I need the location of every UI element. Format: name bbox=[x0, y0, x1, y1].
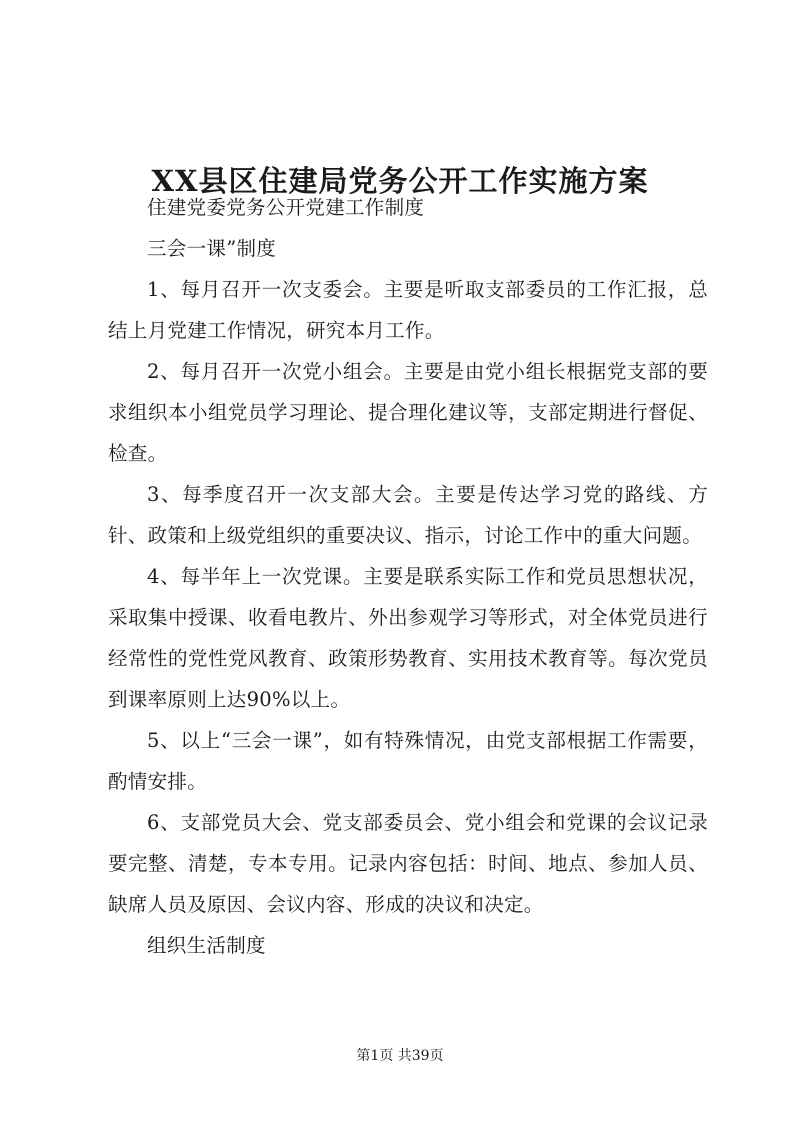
paragraph-item-3: 3、每季度召开一次支部大会。主要是传达学习党的路线、方针、政策和上级党组织的重要决议、指示，讨论工作中的重大问题。 bbox=[108, 483, 708, 547]
document-body bbox=[108, 187, 708, 966]
document-title: XX县区住建局党务公开工作实施方案 bbox=[151, 164, 649, 199]
page-number-footer: 第1页 共39页 bbox=[356, 1048, 444, 1064]
paragraph-section-heading: 三会一课”制度 bbox=[147, 237, 277, 260]
paragraph-item-5: 5、以上“三会一课”，如有特殊情况，由党支部根据工作需要，酌情安排。 bbox=[108, 729, 708, 793]
paragraph-section-heading-2: 组织生活制度 bbox=[147, 934, 266, 957]
paragraph-item-1: 1、每月召开一次支委会。主要是听取支部委员的工作汇报，总结上月党建工作情况，研究本月工作。 bbox=[108, 278, 708, 342]
paragraph-item-2: 2、每月召开一次党小组会。主要是由党小组长根据党支部的要求组织本小组党员学习理论、提合理化建议等，支部定期进行督促、检查。 bbox=[108, 360, 708, 465]
paragraph-item-6: 6、支部党员大会、党支部委员会、党小组会和党课的会议记录要完整、清楚，专本专用。记录内容包括：时间、地点、参加人员、缺席人员及原因、会议内容、形成的决议和决定。 bbox=[108, 811, 708, 916]
paragraph-subtitle: 住建党委党务公开党建工作制度 bbox=[147, 196, 425, 219]
paragraph-item-4: 4、每半年上一次党课。主要是联系实际工作和党员思想状况，采取集中授课、收看电教片、外出参观学习等形式，对全体党员进行经常性的党性党风教育、政策形势教育、实用技术教育等。每次党员到课率原则上达90%以上。 bbox=[108, 565, 708, 711]
